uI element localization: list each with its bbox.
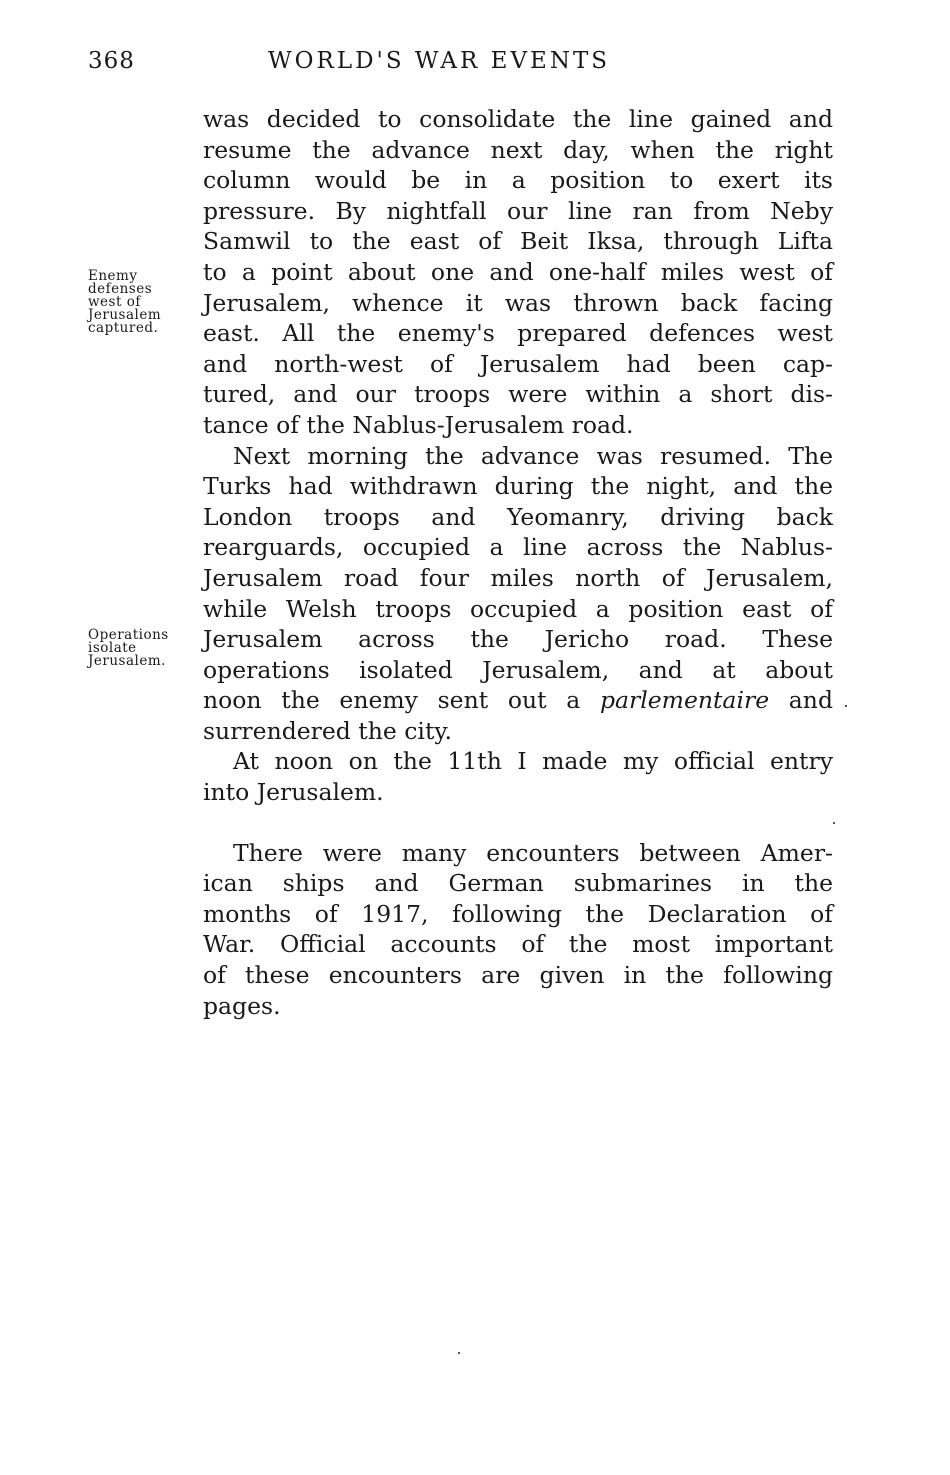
paragraph-next-morning bbox=[203, 441, 833, 747]
text-line: operations isolated Jerusalem, and at about bbox=[203, 655, 833, 684]
text-fragment: and bbox=[769, 686, 833, 715]
margin-note-line: Jerusalem bbox=[88, 307, 162, 323]
page-header bbox=[88, 48, 833, 84]
text-line: to a point about one and one-half miles west of bbox=[203, 257, 833, 286]
margin-note-line: isolate bbox=[88, 640, 137, 656]
margin-note-line: Operations bbox=[88, 627, 169, 643]
text-line: Next morning the advance was resumed. The bbox=[233, 441, 833, 470]
print-speck bbox=[845, 705, 847, 707]
text-line: into Jerusalem. bbox=[203, 778, 384, 807]
page-number: 368 bbox=[88, 48, 135, 74]
text-line: was decided to consolidate the line gained and bbox=[203, 105, 833, 133]
print-speck bbox=[458, 1352, 460, 1354]
section-gap bbox=[203, 808, 833, 838]
margin-note-line: defenses bbox=[88, 281, 153, 297]
text-line: Jerusalem road four miles north of Jerusalem, bbox=[203, 563, 833, 592]
italic-term: parlementaire bbox=[599, 686, 770, 715]
margin-note-line: west of bbox=[88, 294, 141, 310]
text-line: War. Official accounts of the most important bbox=[203, 930, 833, 959]
text-line: Jerusalem, whence it was thrown back facing bbox=[203, 288, 833, 317]
paragraph-official-entry bbox=[203, 746, 833, 807]
margin-note-line: Jerusalem. bbox=[88, 653, 166, 669]
paragraph-encounters bbox=[203, 838, 833, 1022]
text-line: east. All the enemy's prepared defences west bbox=[203, 319, 833, 348]
margin-note-line: Enemy bbox=[88, 268, 138, 284]
text-line: Turks had withdrawn during the night, and the bbox=[203, 472, 833, 501]
text-line: pressure. By nightfall our line ran from Neby bbox=[203, 196, 833, 225]
print-speck bbox=[833, 822, 835, 824]
text-line: column would be in a position to exert its bbox=[203, 166, 833, 195]
text-line: tured, and our troops were within a short dis- bbox=[203, 380, 833, 409]
margin-note-operations-isolate bbox=[88, 629, 198, 668]
text-line: pages. bbox=[203, 991, 281, 1020]
text-line: ican ships and German submarines in the bbox=[203, 869, 833, 898]
text-fragment: noon the enemy sent out a bbox=[203, 686, 600, 715]
text-line: of these encounters are given in the following bbox=[203, 961, 833, 990]
text-line: and north-west of Jerusalem had been cap- bbox=[203, 349, 833, 378]
text-line: while Welsh troops occupied a position east of bbox=[203, 594, 833, 623]
body-text bbox=[203, 104, 833, 1021]
text-line-with-italic bbox=[203, 685, 833, 716]
text-line: surrendered the city. bbox=[203, 716, 453, 745]
text-line: Samwil to the east of Beit Iksa, through Lifta bbox=[203, 227, 833, 256]
margin-note-enemy-defenses bbox=[88, 270, 198, 335]
running-head: WORLD'S WAR EVENTS bbox=[268, 48, 611, 74]
text-line: At noon on the 11th I made my official entry bbox=[233, 747, 833, 776]
text-line: London troops and Yeomanry, driving back bbox=[203, 502, 833, 531]
text-line: Jerusalem across the Jericho road. These bbox=[203, 625, 833, 654]
text-line: months of 1917, following the Declaration of bbox=[203, 899, 833, 928]
text-line: rearguards, occupied a line across the Nablus- bbox=[203, 533, 833, 562]
paragraph-advance-consolidation bbox=[203, 104, 833, 441]
text-line: resume the advance next day, when the right bbox=[203, 135, 833, 164]
text-line: There were many encounters between Amer- bbox=[233, 838, 833, 867]
text-line: tance of the Nablus-Jerusalem road. bbox=[203, 410, 634, 439]
margin-note-line: captured. bbox=[88, 320, 159, 336]
